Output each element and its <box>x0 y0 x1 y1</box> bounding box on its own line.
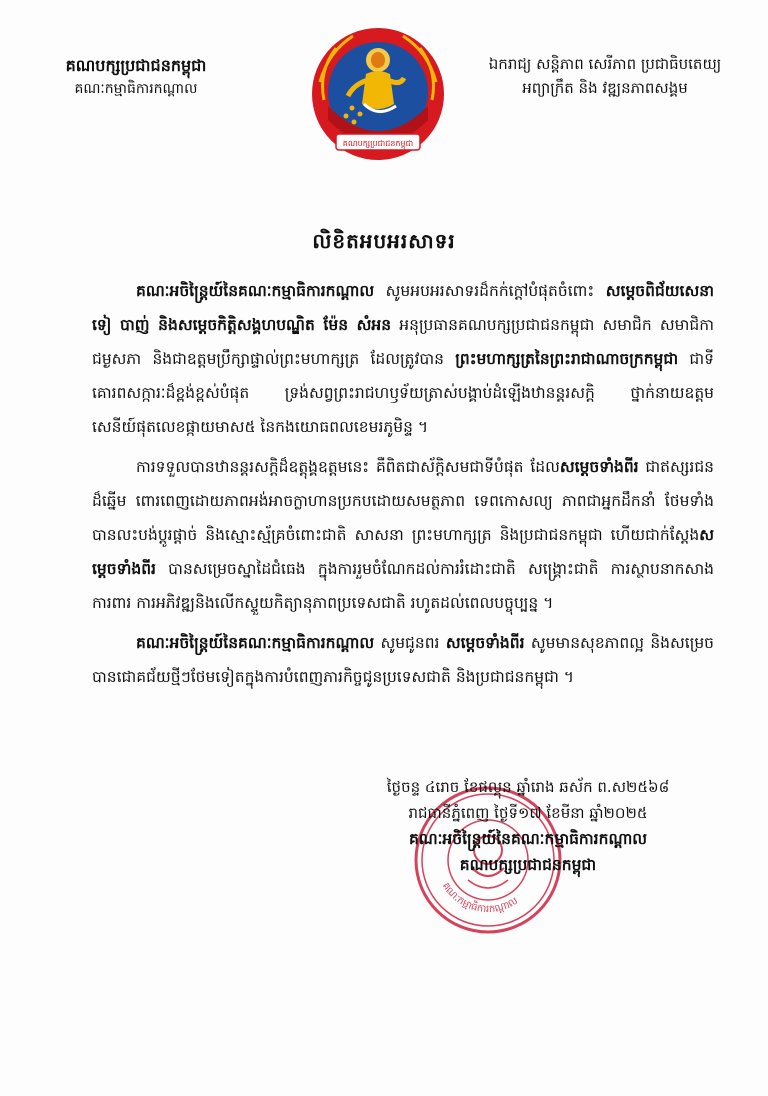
header-right-block <box>470 52 740 100</box>
signer-committee: គណៈអចិន្ត្រៃយ៍នៃគណៈកម្មាធិការកណ្តាល <box>408 830 648 848</box>
p2-text-2: ជាឥស្សរជនដ៏ឆ្នើម ពោរពេញដោយភាពអង់អាចក្លាហានប្រកបដោយសមត្ថភាព ទេពកោសល្យ ភាពជាអ្នកដឹកនាំ ថែមទាំងបានលះបង់ប្តូរផ្តាច់ និងស្មោះស្ម័គ្រចំពោះជាតិ សាសនា ព្រះមហាក្សត្រ និងប្រជាជនកម្ពុជា ហើយជាក់ស្តែង <box>92 458 714 544</box>
header-left-block <box>36 54 236 100</box>
paragraph-1 <box>92 274 714 444</box>
p1-bold-names: សម្តេចពិជ័យសេនា ទៀ បាញ់ និងសម្តេចកិត្តិសង្គហបណ្ឌិត ម៉ែន សំអន <box>92 282 714 334</box>
svg-text:គណបក្សប្រជាជនកម្ពុជា: គណបក្សប្រជាជនកម្ពុជា <box>342 139 414 148</box>
signer-party: គណបក្សប្រជាជនកម្ពុជា <box>459 856 597 874</box>
p1-text-3: ជាទីគោរពសក្ការៈដ៏ខ្ពង់ខ្ពស់បំផុត ទ្រង់សព្វព្រះរាជហឫទ័យត្រាស់បង្គាប់ដំឡើងឋានន្តរសក្តិ ថ្នាក់នាយឧត្តមសេនីយ៍ផុតលេខផ្កាយមាស៥ នៃកងយោធពលខេមរភូមិន្ទ ។ <box>92 350 715 436</box>
p2-bold-2: សម្តេចទាំងពីរ <box>92 526 714 578</box>
paragraph-2 <box>92 450 714 620</box>
solar-date: រាជធានីភ្នំពេញ ថ្ងៃទី១៧ ខែមីនា ឆ្នាំ២០២៥ <box>408 804 648 822</box>
p2-text-1: ការទទួលបានឋានន្តរសក្តិដ៏ឧត្តុង្គឧត្តមនេះ គឺពិតជាស័ក្តិសមជាទីបំផុត ដែល <box>136 458 560 476</box>
p1-bold-king: ព្រះមហាក្សត្រនៃព្រះរាជាណាចក្រកម្ពុជា <box>455 350 679 368</box>
svg-text:គណៈកម្មាធិការកណ្តាល: គណៈកម្មាធិការកណ្តាល <box>439 880 521 916</box>
committee-name: គណៈកម្មាធិការកណ្តាល <box>74 81 198 97</box>
p3-bold-committee: គណៈអចិន្ត្រៃយ៍នៃគណៈកម្មាធិការកណ្តាល <box>136 634 375 652</box>
p3-text-2: សូមមានសុខភាពល្អ និងសម្រេចបានជោគជ័យថ្មីៗថែមទៀតក្នុងការបំពេញភារកិច្ចជូនប្រទេសជាតិ និងប្រជាជនកម្ពុជា ។ <box>92 634 714 686</box>
p2-bold-1: សម្តេចទាំងពីរ <box>559 458 639 476</box>
national-motto-line2: អព្យាក្រឹត និង វឌ្ឍនភាពសង្គម <box>522 79 688 97</box>
p3-bold-2: សម្តេចទាំងពីរ <box>445 634 525 652</box>
national-motto-line1: ឯករាជ្យ សន្តិភាព សេរីភាព ប្រជាធិបតេយ្យ <box>488 55 722 73</box>
p1-text-2: អនុប្រធានគណបក្សប្រជាជនកម្ពុជា សមាជិក សមាជិកាជម្ងសភា និងជាឧត្តមប្រឹក្សាផ្ទាល់ព្រះមហាក្សត្រ ដែលត្រូវបាន <box>92 316 715 368</box>
letter-title: លិខិតអបអរសាទរ <box>312 229 456 253</box>
cpp-emblem-icon <box>308 22 448 172</box>
letter-body <box>92 274 714 700</box>
p1-bold-committee: គណៈអចិន្ត្រៃយ៍នៃគណៈកម្មាធិការកណ្តាល <box>136 282 375 300</box>
p1-text-1: សូមអបអរសាទរដ៏កក់ក្តៅបំផុតចំពោះ <box>374 282 606 300</box>
p2-text-3: បានសម្រេចស្នាដៃជំធេង ក្នុងការរួមចំណែកដល់ការរំដោះជាតិ សង្គ្រោះជាតិ ការស្ថាបនាកសាង ការពារ ការអភិវឌ្ឍនិងលើកស្ទួយកិត្យានុភាពប្រទេសជាតិ រហូតដល់ពេលបច្ចុប្បន្ន ។ <box>92 560 714 612</box>
p3-text-1: សូមជូនពរ <box>374 634 446 652</box>
paragraph-3 <box>92 626 714 694</box>
signature-block <box>338 774 718 878</box>
party-name: គណបក្សប្រជាជនកម្ពុជា <box>65 56 207 75</box>
lunar-date: ថ្ងៃចន្ទ ៤រោច ខែផល្គុន ឆ្នាំរោង ឆស័ក ព.ស២៥៦៨ <box>386 778 670 796</box>
